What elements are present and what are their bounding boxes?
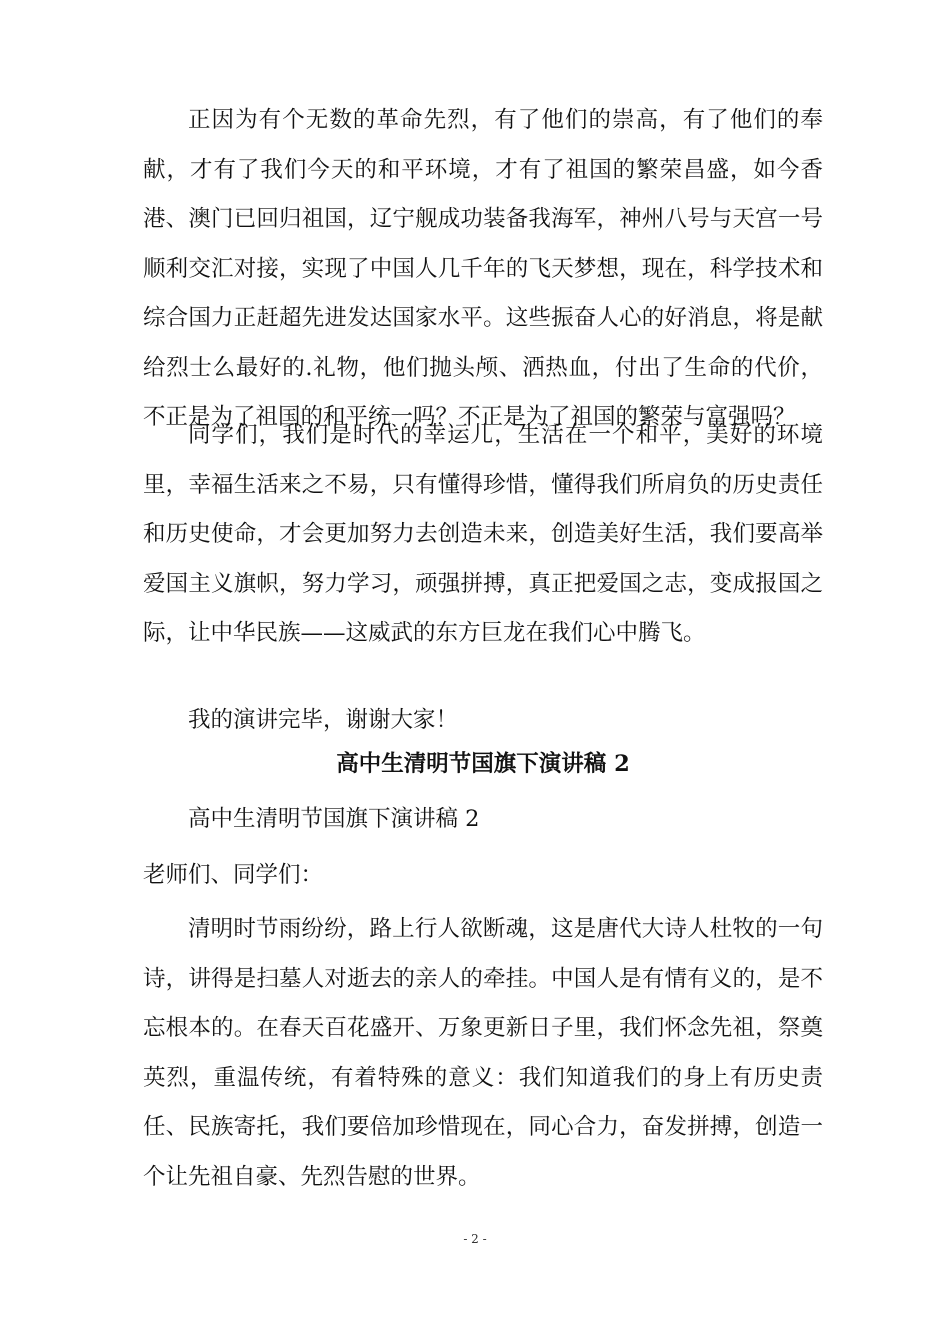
- page-number: - 2 -: [463, 1232, 487, 1246]
- salutation-block: [143, 851, 823, 901]
- heading-block: [143, 740, 823, 790]
- body-paragraph: 正因为有个无数的革命先烈，有了他们的崇高，有了他们的奉献，才有了我们今天的和平环境，才有了祖国的繁荣昌盛，如今香港、澳门已回归祖国，辽宁舰成功装备我海军，神州八号与天宫一号顺利交汇对接，实现了中国人几千年的飞天梦想，现在，科学技术和综合国力正赶超先进发达国家水平。这些振奋人心的好消息，将是献给烈士么最好的.礼物，他们抛头颅、洒热血，付出了生命的代价，不正是为了祖国的和平统一吗？不正是为了祖国的繁荣与富强吗？: [143, 107, 823, 430]
- paragraph-block-2: [143, 411, 823, 659]
- paragraph-block-3: [143, 696, 823, 746]
- subtitle-line: 高中生清明节国旗下演讲稿 2: [188, 806, 480, 832]
- paragraph-block-1: [143, 96, 823, 443]
- section-heading: 高中生清明节国旗下演讲稿 2: [336, 751, 630, 777]
- body-paragraph: 同学们，我们是时代的幸运儿，生活在一个和平，美好的环境里，幸福生活来之不易，只有懂得珍惜，懂得我们所肩负的历史责任和历史使命，才会更加努力去创造未来，创造美好生活，我们要高举爱国主义旗帜，努力学习，顽强拼搏，真正把爱国之志，变成报国之际，让中华民族——这威武的东方巨龙在我们心中腾飞。: [143, 422, 823, 646]
- paragraph-block-4: [143, 905, 823, 1202]
- salutation-line: 老师们、同学们：: [143, 862, 324, 888]
- closing-paragraph: 我的演讲完毕，谢谢大家！: [188, 707, 459, 733]
- body-paragraph: 清明时节雨纷纷，路上行人欲断魂，这是唐代大诗人杜牧的一句诗，讲得是扫墓人对逝去的亲人的牵挂。中国人是有情有义的，是不忘根本的。在春天百花盛开、万象更新日子里，我们怀念先祖，祭奠英烈，重温传统，有着特殊的意义：我们知道我们的身上有历史责任、民族寄托，我们要倍加珍惜现在，同心合力，奋发拼搏，创造一个让先祖自豪、先烈告慰的世界。: [143, 916, 823, 1190]
- subtitle-block: [143, 795, 823, 845]
